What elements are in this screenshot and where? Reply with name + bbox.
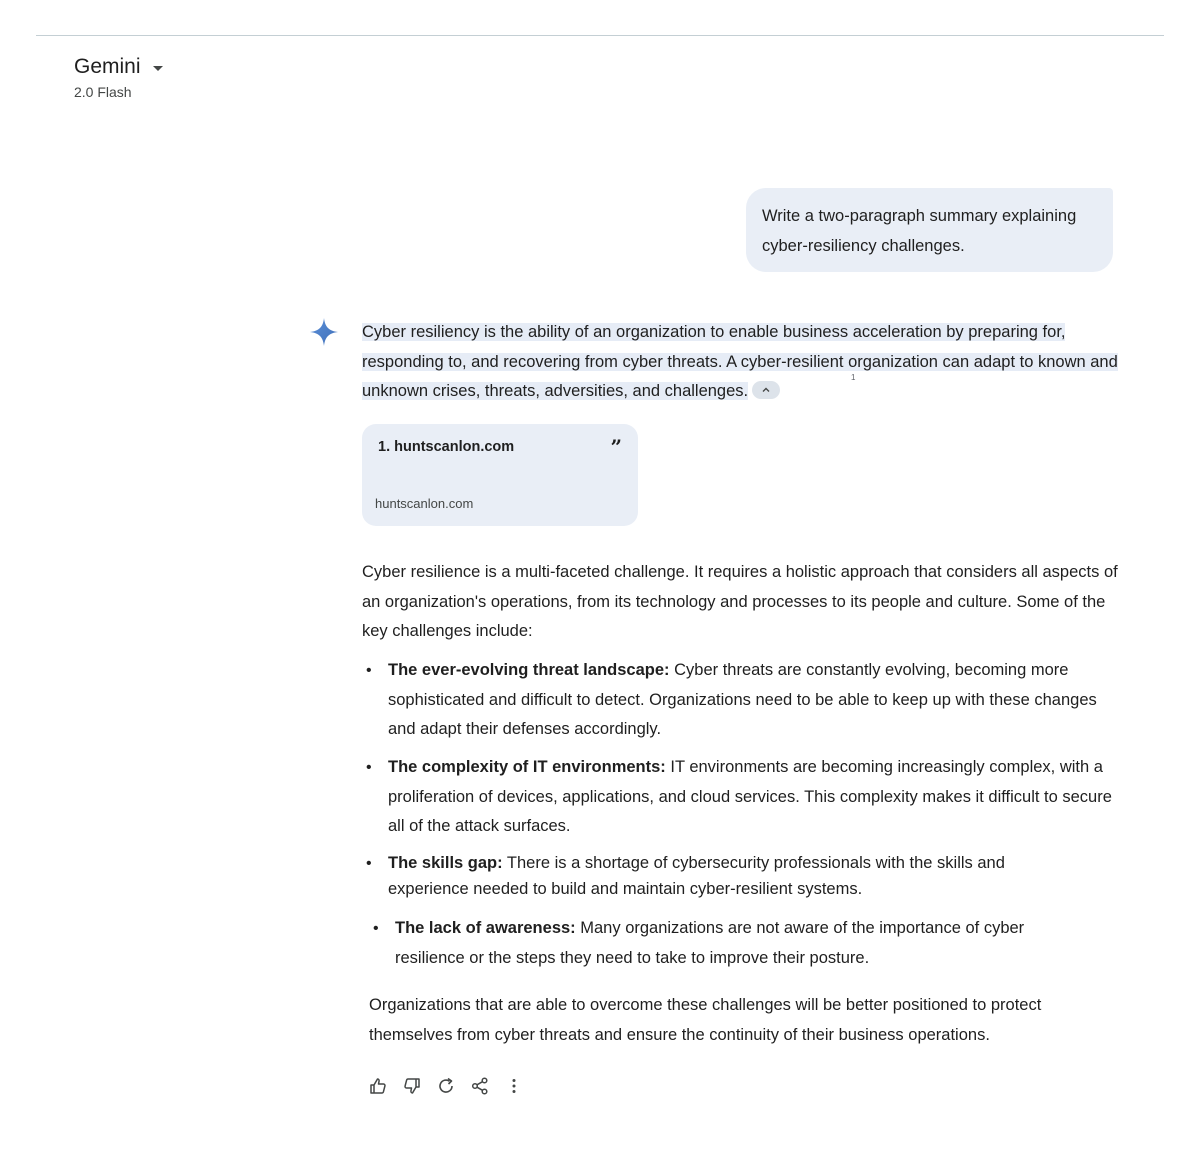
citation-toggle-button[interactable] [752,381,780,399]
list-item [366,656,1116,745]
share-button[interactable] [468,1074,492,1098]
chevron-up-icon[interactable] [761,385,771,395]
list-item-text [388,851,1066,902]
quote-icon: ” [610,435,622,459]
model-name[interactable]: Gemini [74,55,141,78]
highlighted-intro-text: Cyber resiliency is the ability of an organization to enable business acceleration by preparing for, responding to, and recovering from cyber threats. A cyber-resilient organization can adapt to known and unknown crises, threats, adversities, and challenges. [362,323,1118,401]
thumbs-down-icon[interactable] [402,1076,422,1096]
conclusion-text: Organizations that are able to overcome these challenges will be better positioned to protect themselves from cyber threats and ensure the continuity of their business operations. [369,996,1042,1044]
list-item-term: The complexity of IT environments: [388,758,666,776]
response-paragraph-2 [362,558,1122,647]
regenerate-button[interactable] [434,1074,458,1098]
list-item-term: The skills gap: [388,854,503,872]
response-conclusion [369,991,1119,1050]
thumbs-up-icon[interactable] [368,1076,388,1096]
list-item-description: Many organizations are not aware of the importance of cyber resilience or the steps they need to take to improve their posture. [395,919,1025,967]
list-item-text [395,914,1073,973]
user-prompt-text: Write a two-paragraph summary explaining cyber-resiliency challenges. [762,207,1077,255]
list-item-term: The lack of awareness: [395,919,576,937]
list-item-term: The ever-evolving threat landscape: [388,661,670,679]
citation-number: 1 [851,373,856,382]
list-item-description: Cyber threats are constantly evolving, becoming more sophisticated and difficult to detect. Organizations need to be able to keep up with these changes and adapt their defenses accordingly. [388,661,1097,739]
source-card[interactable] [362,424,638,526]
list-item-text [388,656,1116,745]
model-row[interactable] [74,54,163,80]
response-intro [362,318,1122,407]
bullet-dot: • [366,662,372,679]
user-prompt-bubble [746,188,1113,272]
list-item [366,753,1116,842]
response-actions [366,1074,536,1098]
regenerate-icon[interactable] [436,1076,456,1096]
thumbs-up-button[interactable] [366,1074,390,1098]
model-version: 2.0 Flash [74,84,132,100]
thumbs-down-button[interactable] [400,1074,424,1098]
share-icon[interactable] [470,1076,490,1096]
list-item-description: There is a shortage of cybersecurity professionals with the skills and experience needed to build and maintain cyber-resilient systems. [388,854,1005,898]
top-divider [36,35,1164,36]
chevron-down-icon[interactable] [153,66,163,71]
bullet-dot: • [373,920,379,937]
paragraph-2-text: Cyber resilience is a multi-faceted challenge. It requires a holistic approach that considers all aspects of an organization's operations, from its technology and processes to its people and culture. Some of the key challenges include: [362,563,1118,641]
more-options-icon[interactable] [504,1076,524,1096]
model-switcher[interactable] [74,54,163,100]
bullet-dot: • [366,759,372,776]
bullet-dot: • [366,855,372,872]
source-domain: huntscanlon.com [375,496,474,511]
list-item [373,914,1073,973]
list-item-description: IT environments are becoming increasingly complex, with a proliferation of devices, applications, and cloud services. This complexity makes it difficult to secure all of the attack surfaces. [388,758,1112,836]
source-title[interactable]: 1. huntscanlon.com [378,439,515,455]
gemini-spark-icon [309,317,339,347]
list-item [366,851,1066,902]
list-item-text [388,753,1116,842]
more-options-button[interactable] [502,1074,526,1098]
